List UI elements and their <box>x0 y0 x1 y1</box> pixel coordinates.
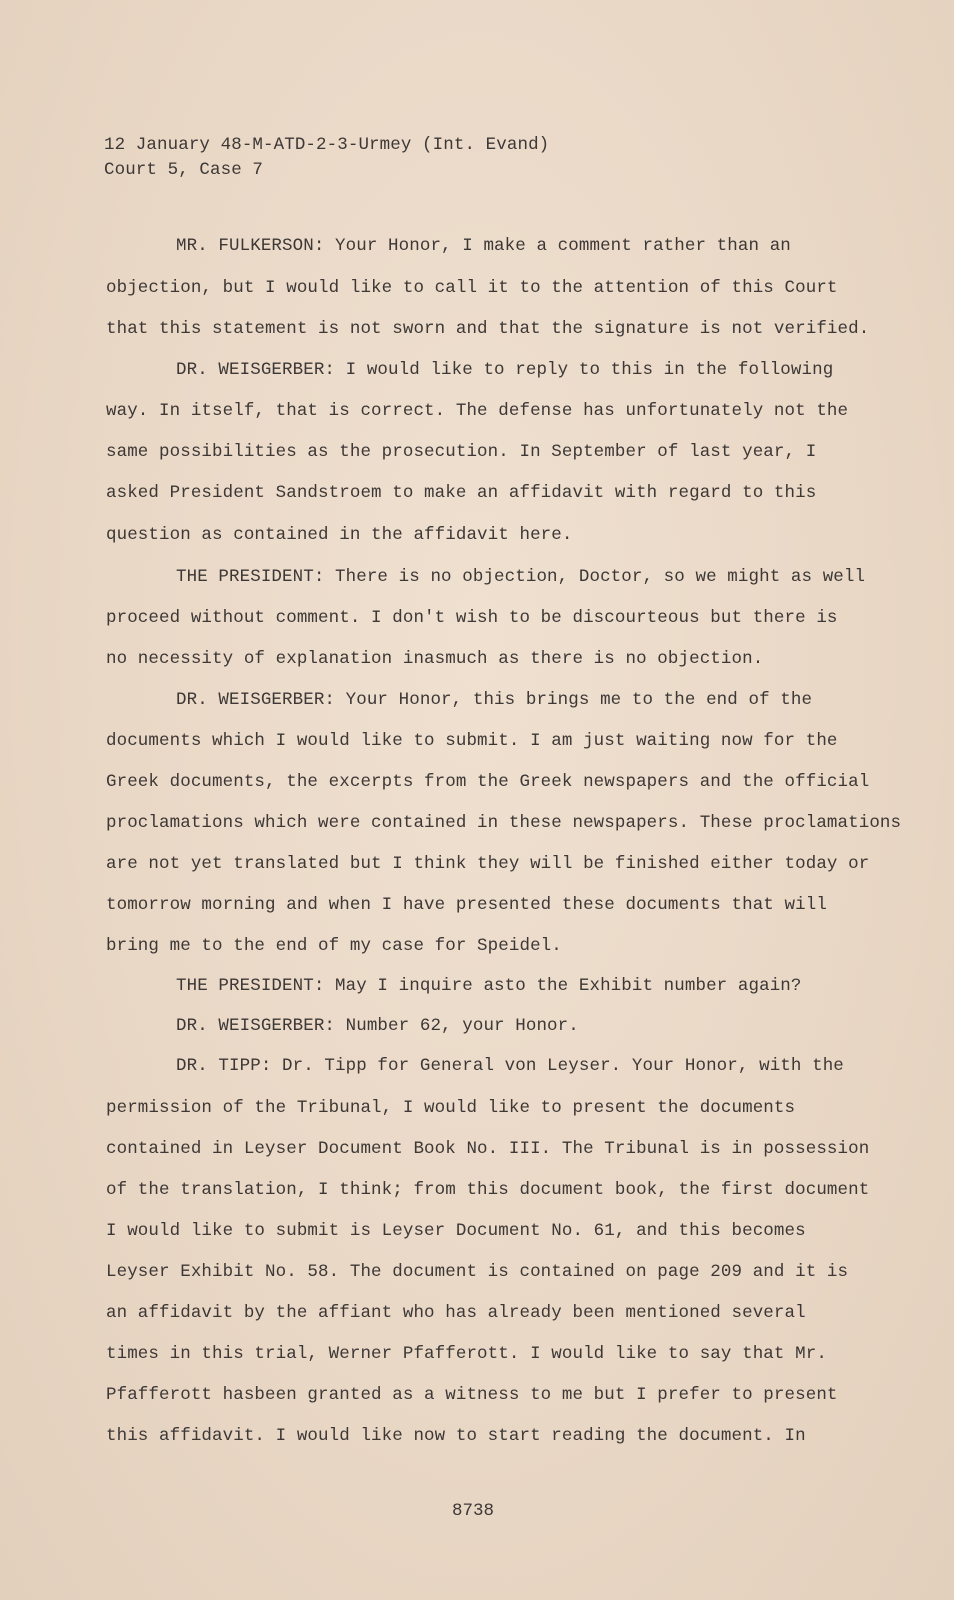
text-line: this affidavit. I would like now to start reading the document. In <box>106 1426 806 1446</box>
header-date-line: 12 January 48-M-ATD-2-3-Urmey (Int. Evand) <box>104 135 550 155</box>
text-line: contained in Leyser Document Book No. III. The Tribunal is in possession <box>106 1139 870 1159</box>
text-line: bring me to the end of my case for Speidel. <box>106 936 562 956</box>
text-line: same possibilities as the prosecution. In September of last year, I <box>106 442 817 462</box>
text-line: tomorrow morning and when I have presented these documents that will <box>106 895 827 915</box>
text-line: an affidavit by the affiant who has already been mentioned several <box>106 1303 806 1323</box>
text-line: way. In itself, that is correct. The defense has unfortunately not the <box>106 401 849 421</box>
header-court-line: Court 5, Case 7 <box>104 160 264 180</box>
text-line: documents which I would like to submit. I am just waiting now for the <box>106 731 838 751</box>
text-line: proclamations which were contained in these newspapers. These proclamations <box>106 813 902 833</box>
text-line: Leyser Exhibit No. 58. The document is contained on page 209 and it is <box>106 1262 849 1282</box>
text-line: Greek documents, the excerpts from the Greek newspapers and the official <box>106 772 870 792</box>
page-number: 8738 <box>452 1501 495 1521</box>
text-line: THE PRESIDENT: May I inquire asto the Exhibit number again? <box>176 976 802 996</box>
text-line: no necessity of explanation inasmuch as there is no objection. <box>106 649 764 669</box>
text-line: DR. WEISGERBER: Your Honor, this brings me to the end of the <box>176 690 813 710</box>
text-line: that this statement is not sworn and that the signature is not verified. <box>106 319 870 339</box>
text-line: question as contained in the affidavit here. <box>106 525 573 545</box>
text-line: proceed without comment. I don't wish to be discourteous but there is <box>106 608 838 628</box>
text-line: asked President Sandstroem to make an affidavit with regard to this <box>106 483 817 503</box>
text-line: I would like to submit is Leyser Document No. 61, and this becomes <box>106 1221 806 1241</box>
text-line: of the translation, I think; from this document book, the first document <box>106 1180 870 1200</box>
text-line: DR. TIPP: Dr. Tipp for General von Leyser. Your Honor, with the <box>176 1056 844 1076</box>
text-line: Pfafferott hasbeen granted as a witness to me but I prefer to present <box>106 1385 838 1405</box>
text-line: permission of the Tribunal, I would like to present the documents <box>106 1098 796 1118</box>
text-line: DR. WEISGERBER: Number 62, your Honor. <box>176 1016 579 1036</box>
text-line: MR. FULKERSON: Your Honor, I make a comment rather than an <box>176 236 791 256</box>
text-line: objection, but I would like to call it to the attention of this Court <box>106 278 838 298</box>
text-line: times in this trial, Werner Pfafferott. I would like to say that Mr. <box>106 1344 827 1364</box>
text-line: THE PRESIDENT: There is no objection, Doctor, so we might as well <box>176 567 866 587</box>
text-line: DR. WEISGERBER: I would like to reply to this in the following <box>176 360 834 380</box>
text-line: are not yet translated but I think they will be finished either today or <box>106 854 870 874</box>
